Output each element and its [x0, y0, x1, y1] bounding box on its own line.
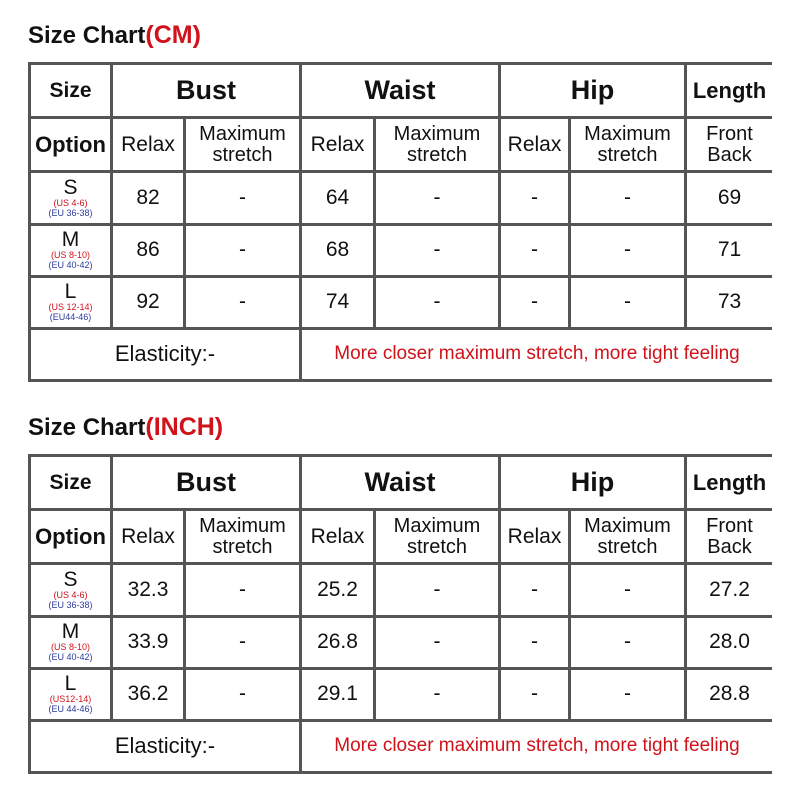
- cell-hip-max: -: [571, 278, 684, 327]
- size-label-cell: [31, 565, 110, 614]
- length-header: Length: [687, 457, 772, 508]
- size-header: Size: [31, 65, 110, 116]
- cell-hip-relax: -: [501, 565, 568, 614]
- hip-relax-header: Relax: [501, 511, 568, 562]
- cell-waist-max: -: [376, 226, 498, 275]
- table-row: [31, 565, 772, 614]
- elasticity-row: [31, 722, 772, 771]
- cell-length: 73: [687, 278, 772, 327]
- cell-bust-relax: 86: [113, 226, 183, 275]
- cell-hip-max: -: [571, 670, 684, 719]
- us-size: (US12-14): [49, 694, 92, 705]
- table-row: [31, 670, 772, 719]
- bust-relax-header: Relax: [113, 119, 183, 170]
- header-row-groups: [31, 65, 772, 116]
- cell-bust-relax: 33.9: [113, 618, 183, 667]
- cell-waist-max: -: [376, 278, 498, 327]
- size-letter: L: [64, 672, 77, 696]
- cell-hip-max: -: [571, 618, 684, 667]
- elasticity-note: More closer maximum stretch, more tight feeling: [302, 330, 772, 379]
- chart-unit: (CM): [145, 21, 201, 49]
- option-header: Option: [31, 511, 110, 562]
- size-label-cell: [31, 173, 110, 222]
- chart-title: Size Chart: [28, 414, 146, 441]
- length-header: Length: [687, 65, 772, 116]
- cell-hip-relax: -: [501, 670, 568, 719]
- bust-max-header: Maximum stretch: [186, 511, 299, 562]
- cell-length: 71: [687, 226, 772, 275]
- hip-max-header: Maximum stretch: [571, 119, 684, 170]
- bust-max-header: Maximum stretch: [186, 119, 299, 170]
- size-label-cell: [31, 670, 110, 719]
- waist-header: Waist: [302, 457, 498, 508]
- cell-length: 28.8: [687, 670, 772, 719]
- waist-relax-header: Relax: [302, 511, 373, 562]
- size-table: [28, 454, 775, 774]
- waist-max-header: Maximum stretch: [376, 511, 498, 562]
- length-front-back-header: Front Back: [687, 119, 772, 170]
- cell-waist-relax: 25.2: [302, 565, 373, 614]
- cell-hip-relax: -: [501, 278, 568, 327]
- eu-size: (EU 36-38): [48, 599, 93, 610]
- size-label-cell: [31, 618, 110, 667]
- size-table: [28, 62, 775, 382]
- bust-header: Bust: [113, 457, 299, 508]
- cell-length: 27.2: [687, 565, 772, 614]
- cell-waist-relax: 74: [302, 278, 373, 327]
- us-size: (US 4-6): [53, 197, 88, 208]
- waist-header: Waist: [302, 65, 498, 116]
- eu-size: (EU 44-46): [48, 704, 93, 715]
- eu-size: (EU 36-38): [48, 207, 93, 218]
- cell-waist-max: -: [376, 173, 498, 222]
- size-chart-inch: [28, 454, 772, 774]
- size-letter: L: [64, 280, 77, 304]
- waist-max-header: Maximum stretch: [376, 119, 498, 170]
- cell-bust-max: -: [186, 173, 299, 222]
- hip-relax-header: Relax: [501, 119, 568, 170]
- cell-waist-max: -: [376, 565, 498, 614]
- waist-relax-header: Relax: [302, 119, 373, 170]
- cell-hip-relax: -: [501, 618, 568, 667]
- cell-hip-relax: -: [501, 173, 568, 222]
- us-size: (US 4-6): [53, 589, 88, 600]
- size-letter: S: [63, 567, 78, 591]
- table-row: [31, 618, 772, 667]
- table-row: [31, 278, 772, 327]
- cell-waist-relax: 68: [302, 226, 373, 275]
- cell-bust-max: -: [186, 670, 299, 719]
- bust-header: Bust: [113, 65, 299, 116]
- table-row: [31, 173, 772, 222]
- size-label-cell: [31, 278, 110, 327]
- elasticity-row: [31, 330, 772, 379]
- size-chart-cm: [28, 62, 772, 382]
- hip-header: Hip: [501, 457, 684, 508]
- chart-unit: (INCH): [145, 413, 224, 441]
- size-letter: S: [63, 175, 78, 199]
- header-row-options: [31, 511, 772, 562]
- bust-relax-header: Relax: [113, 511, 183, 562]
- us-size: (US 12-14): [48, 302, 93, 313]
- cell-waist-relax: 64: [302, 173, 373, 222]
- header-row-groups: [31, 457, 772, 508]
- cell-hip-max: -: [571, 173, 684, 222]
- cell-bust-max: -: [186, 618, 299, 667]
- us-size: (US 8-10): [50, 642, 90, 653]
- cell-bust-max: -: [186, 278, 299, 327]
- elasticity-label: Elasticity:-: [31, 722, 299, 771]
- elasticity-note: More closer maximum stretch, more tight feeling: [302, 722, 772, 771]
- size-label-cell: [31, 226, 110, 275]
- cell-length: 28.0: [687, 618, 772, 667]
- size-chart-inch-heading: [28, 412, 223, 443]
- chart-title: Size Chart: [28, 22, 146, 49]
- elasticity-label: Elasticity:-: [31, 330, 299, 379]
- cell-bust-max: -: [186, 565, 299, 614]
- size-letter: M: [61, 620, 80, 644]
- eu-size: (EU 40-42): [48, 652, 93, 663]
- cell-waist-max: -: [376, 618, 498, 667]
- eu-size: (EU 40-42): [48, 260, 93, 271]
- hip-max-header: Maximum stretch: [571, 511, 684, 562]
- size-chart-cm-heading: [28, 20, 201, 51]
- eu-size: (EU44-46): [49, 312, 92, 323]
- cell-hip-max: -: [571, 226, 684, 275]
- cell-bust-max: -: [186, 226, 299, 275]
- cell-length: 69: [687, 173, 772, 222]
- cell-hip-max: -: [571, 565, 684, 614]
- hip-header: Hip: [501, 65, 684, 116]
- cell-hip-relax: -: [501, 226, 568, 275]
- header-row-options: [31, 119, 772, 170]
- size-header: Size: [31, 457, 110, 508]
- length-front-back-header: Front Back: [687, 511, 772, 562]
- cell-bust-relax: 92: [113, 278, 183, 327]
- option-header: Option: [31, 119, 110, 170]
- cell-waist-max: -: [376, 670, 498, 719]
- cell-bust-relax: 82: [113, 173, 183, 222]
- cell-bust-relax: 36.2: [113, 670, 183, 719]
- table-row: [31, 226, 772, 275]
- us-size: (US 8-10): [50, 250, 90, 261]
- cell-bust-relax: 32.3: [113, 565, 183, 614]
- cell-waist-relax: 29.1: [302, 670, 373, 719]
- cell-waist-relax: 26.8: [302, 618, 373, 667]
- size-letter: M: [61, 228, 80, 252]
